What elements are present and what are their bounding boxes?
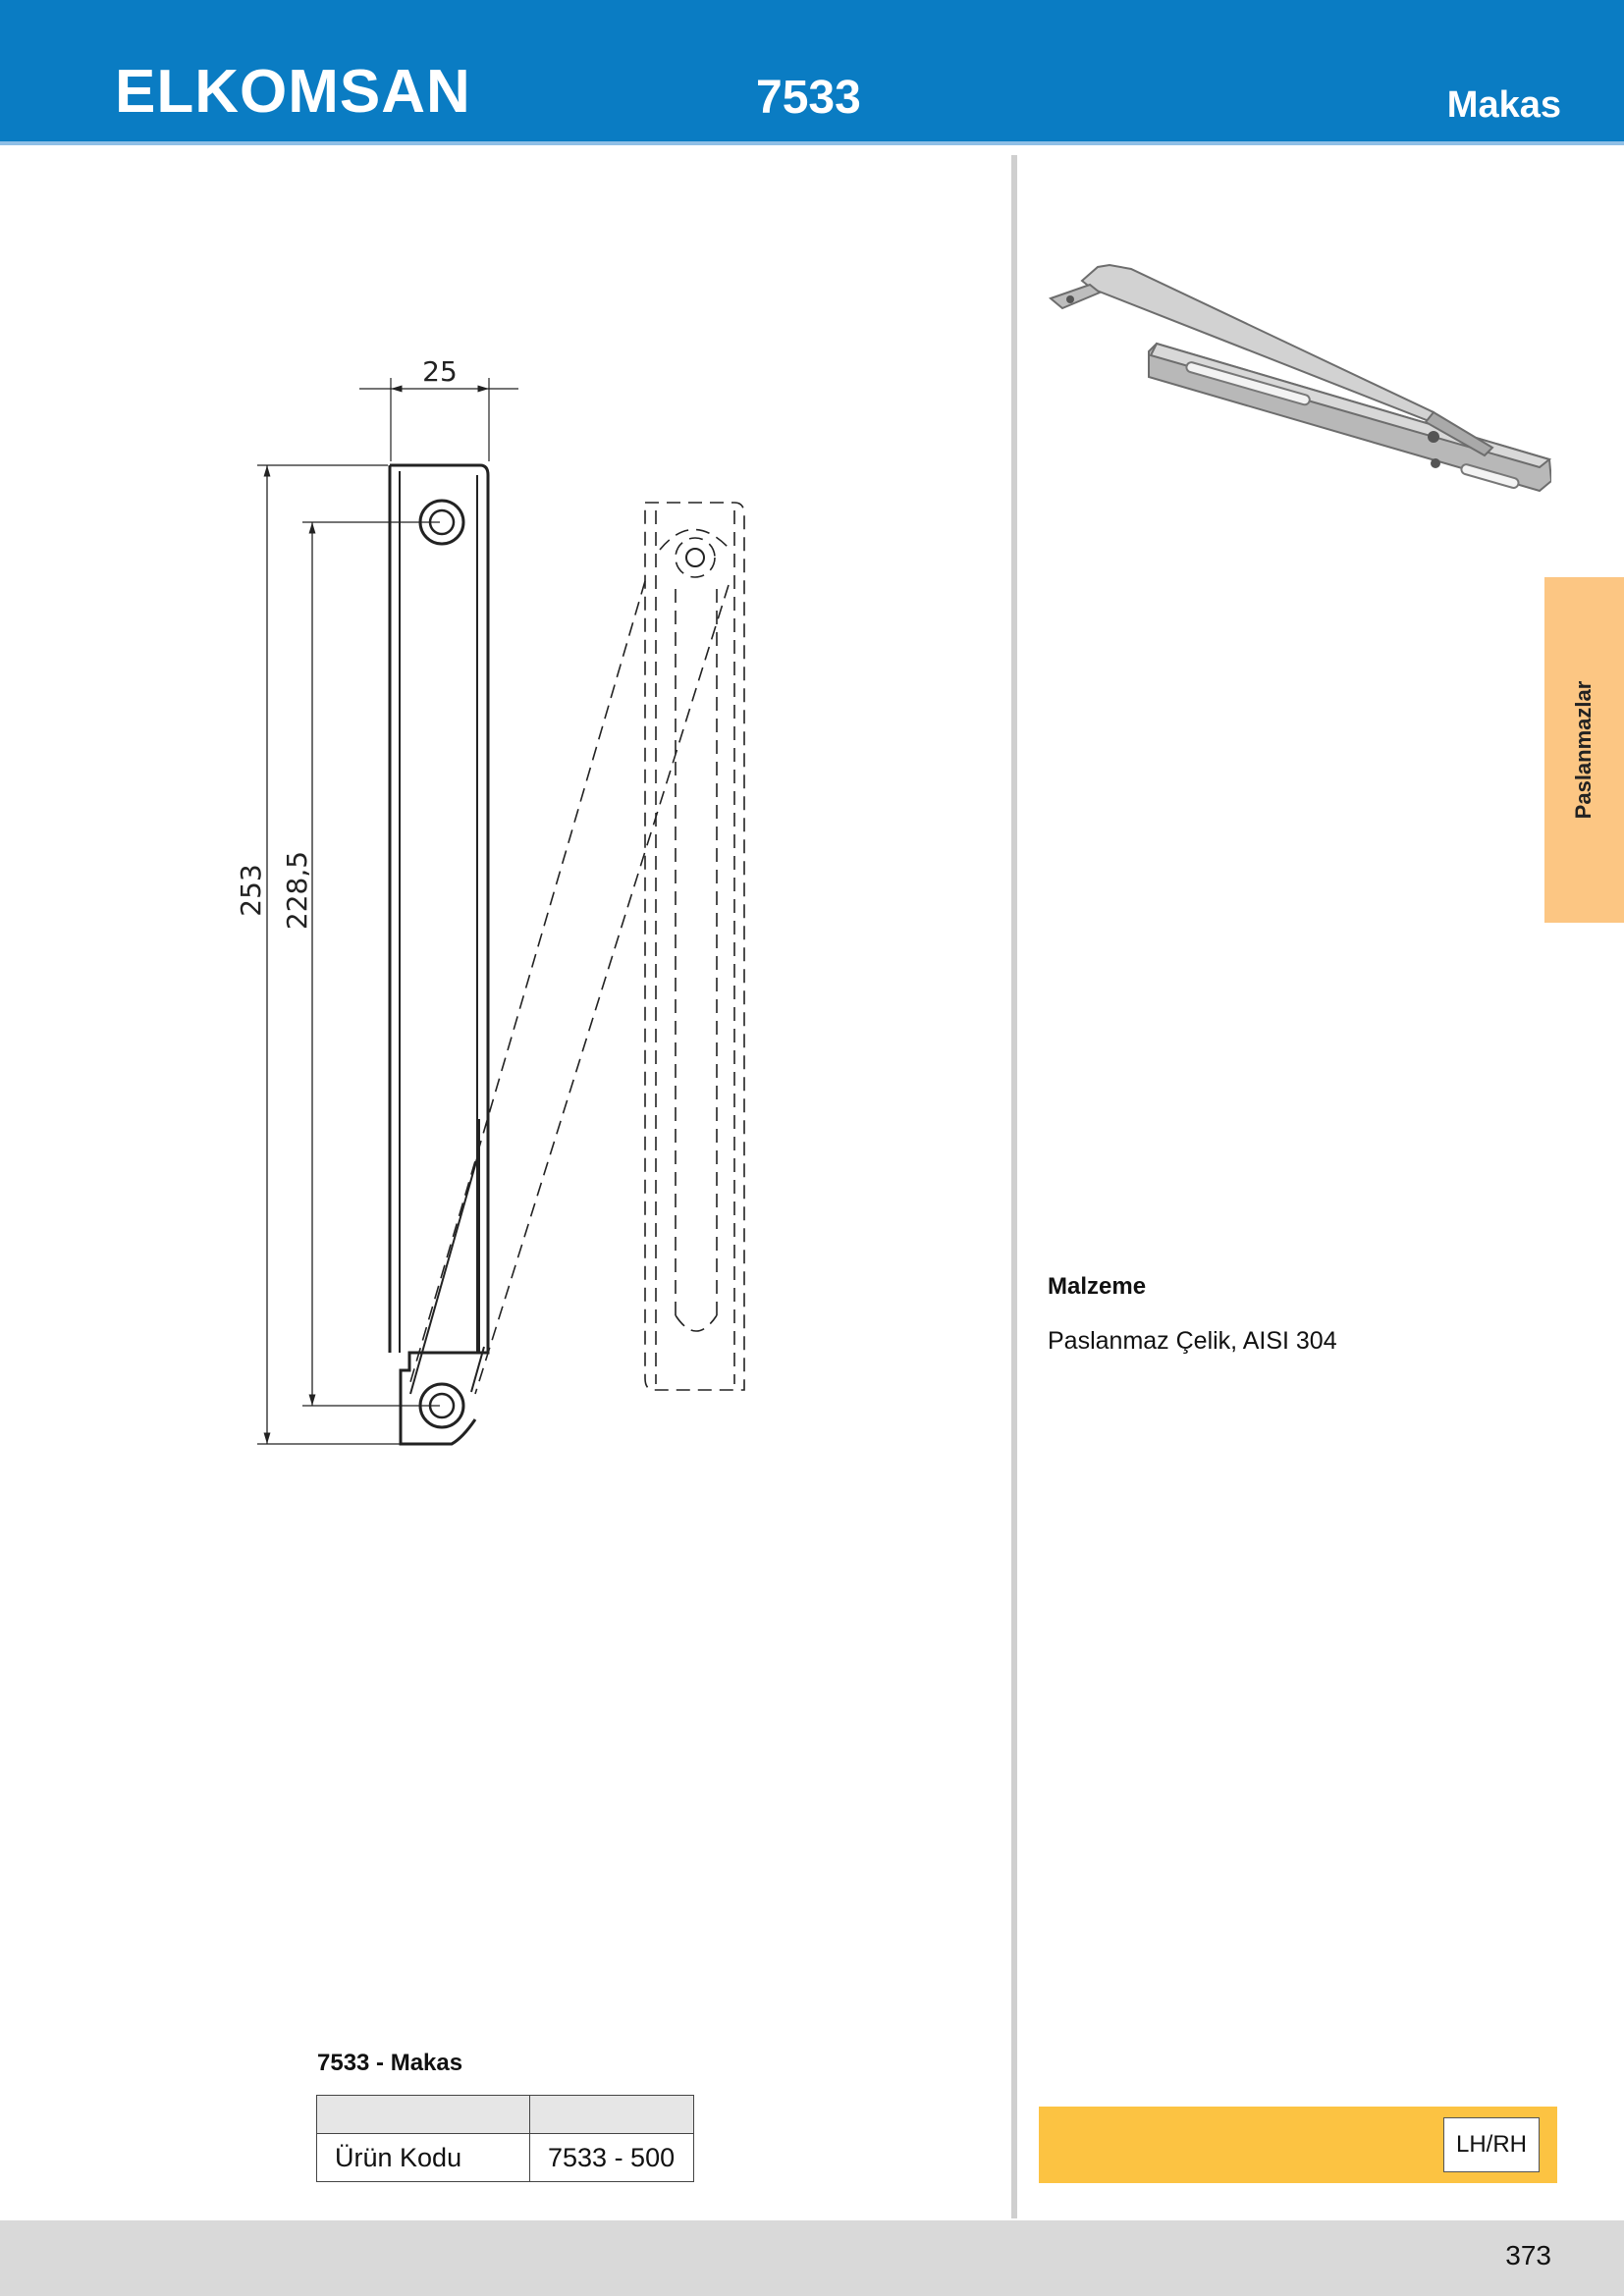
table-header-cell [530,2096,694,2134]
column-divider [1011,155,1017,2218]
dim-width-label: 25 [422,355,458,388]
category-side-tab[interactable] [1544,577,1624,923]
product-table [316,2095,694,2182]
arm-diagonal-solid [410,1158,477,1394]
arm-outline [390,465,488,1444]
material-value: Paslanmaz Çelik, AISI 304 [1048,1327,1337,1355]
dim-total-label: 253 [235,864,267,917]
technical-drawing [0,0,1011,1492]
material-title: Malzeme [1048,1273,1147,1300]
brand-name: ELKOMSAN [115,58,471,126]
table-row [317,2134,694,2182]
page-number: 373 [1505,2240,1551,2270]
table-cell-value: 7533 - 500 [530,2134,694,2182]
open-position-dashed [410,503,744,1394]
page-footer [0,2220,1624,2296]
product-code: 7533 [756,72,861,124]
product-photo [1041,245,1551,540]
table-title: 7533 - Makas [317,2050,463,2076]
dim-holes-label: 228,5 [281,850,313,931]
table-cell-label: Ürün Kodu [317,2134,530,2182]
table-header-cell [317,2096,530,2134]
product-category: Makas [1446,84,1561,126]
side-tab-label: Paslanmazlar [1571,680,1596,820]
table-header-row [317,2096,694,2134]
lh-rh-badge: LH/RH [1443,2117,1540,2172]
